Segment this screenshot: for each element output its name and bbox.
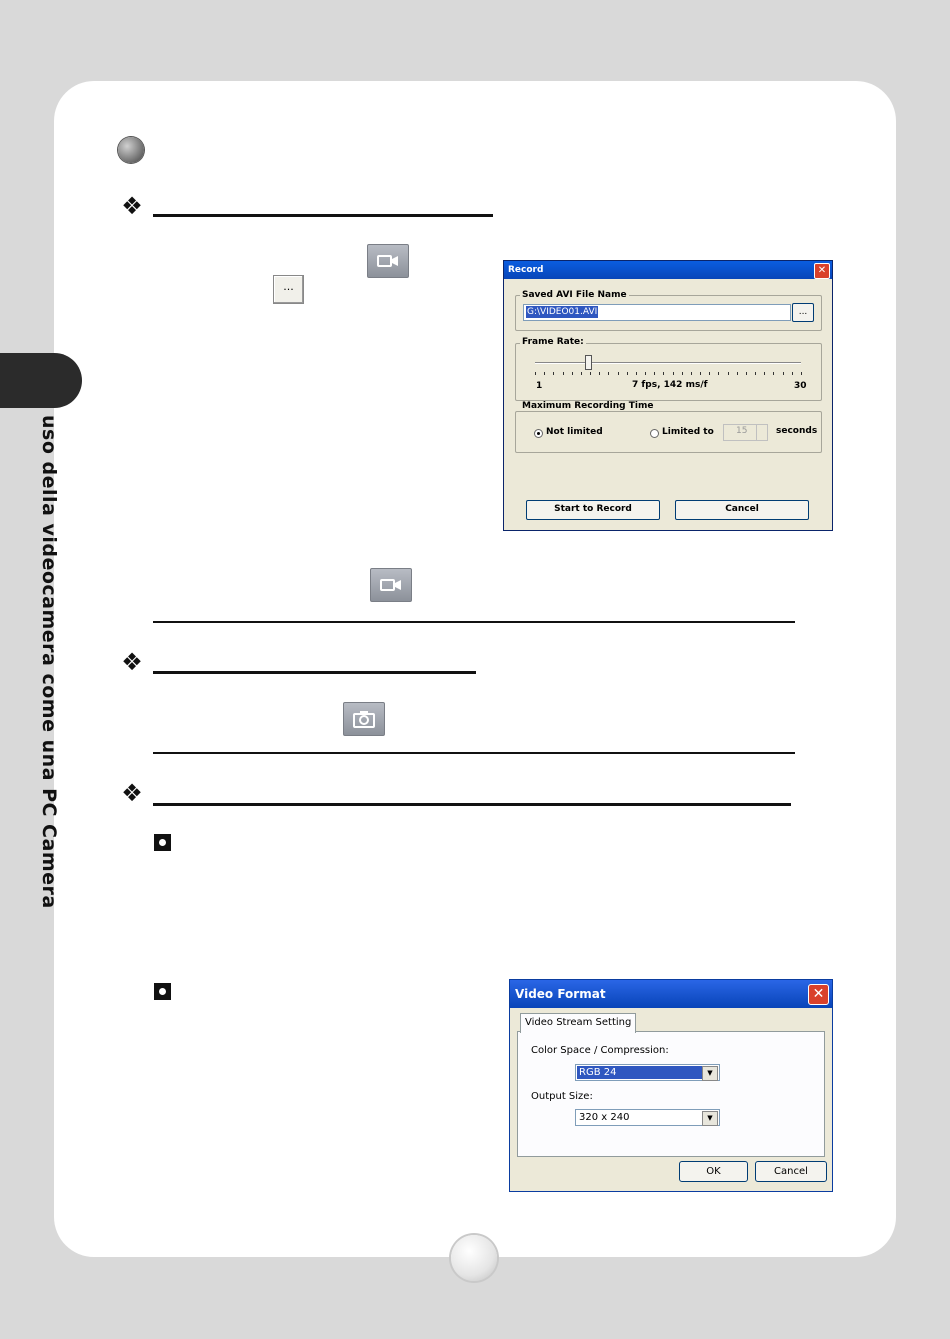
diamond-bullet-icon: ❖ — [121, 648, 143, 676]
square-bullet-icon — [154, 834, 171, 851]
record-dialog-title: Record — [504, 261, 832, 279]
cancel-button[interactable]: Cancel — [675, 500, 809, 520]
not-limited-label: Not limited — [546, 427, 603, 437]
color-space-label: Color Space / Compression: — [531, 1045, 669, 1056]
heading-rule — [153, 671, 476, 674]
frame-rate-tick — [663, 372, 664, 375]
spinner-arrows-icon[interactable] — [756, 425, 767, 440]
chapter-tab — [0, 353, 82, 408]
frame-rate-tick — [654, 372, 655, 375]
frame-rate-tick — [544, 372, 545, 375]
output-size-value: 320 x 240 — [579, 1112, 630, 1123]
frame-rate-tick — [755, 372, 756, 375]
frame-rate-tick — [764, 372, 765, 375]
tab-video-stream-setting[interactable]: Video Stream Setting — [520, 1013, 636, 1033]
frame-rate-tick — [590, 372, 591, 375]
frame-rate-group-label: Frame Rate: — [522, 337, 584, 347]
heading-rule — [153, 803, 791, 806]
chapter-vertical-title: uso della videocamera come una PC Camera — [38, 415, 60, 909]
page-number-badge — [451, 1235, 497, 1281]
heading-rule — [153, 214, 493, 217]
ok-button[interactable]: OK — [679, 1161, 748, 1182]
frame-rate-tick — [535, 372, 536, 375]
close-icon[interactable]: ✕ — [814, 263, 830, 279]
frame-rate-tick — [618, 372, 619, 375]
output-size-label: Output Size: — [531, 1091, 593, 1102]
chevron-down-icon[interactable]: ▼ — [702, 1066, 718, 1081]
color-space-value: RGB 24 — [577, 1066, 703, 1079]
browse-button[interactable]: ... — [792, 303, 814, 322]
file-path-field[interactable] — [523, 304, 791, 321]
frame-rate-tick — [599, 372, 600, 375]
output-size-select[interactable] — [575, 1109, 720, 1126]
frame-rate-tick — [581, 372, 582, 375]
frame-rate-tick — [563, 372, 564, 375]
section-circle-icon — [118, 137, 144, 163]
diamond-bullet-icon: ❖ — [121, 779, 143, 807]
limit-value: 15 — [736, 426, 748, 436]
frame-rate-tick — [783, 372, 784, 375]
square-bullet-icon — [154, 983, 171, 1000]
video-record-icon[interactable] — [367, 244, 409, 278]
frame-rate-tick — [728, 372, 729, 375]
frame-rate-value: 7 fps, 142 ms/f — [632, 380, 708, 390]
start-record-button[interactable]: Start to Record — [526, 500, 660, 520]
frame-rate-tick — [627, 372, 628, 375]
saved-file-group-label: Saved AVI File Name — [522, 290, 627, 300]
frame-rate-tick — [636, 372, 637, 375]
limited-to-radio[interactable] — [650, 429, 659, 438]
not-limited-radio[interactable] — [534, 429, 543, 438]
frame-rate-tick — [608, 372, 609, 375]
close-icon[interactable]: ✕ — [808, 984, 829, 1005]
record-dialog — [503, 260, 833, 531]
frame-rate-tick — [691, 372, 692, 375]
cancel-button[interactable]: Cancel — [755, 1161, 827, 1182]
file-path-value: G:\VIDEO01.AVI — [527, 307, 598, 317]
video-format-title: Video Format — [510, 980, 832, 1008]
frame-rate-slider-thumb[interactable] — [585, 355, 592, 370]
video-format-dialog — [509, 979, 833, 1192]
limited-to-label: Limited to — [662, 427, 714, 437]
frame-rate-tick — [801, 372, 802, 375]
section-divider — [153, 621, 795, 623]
frame-rate-slider[interactable] — [535, 362, 801, 364]
section-divider — [153, 752, 795, 754]
frame-rate-min: 1 — [536, 381, 543, 391]
browse-button[interactable]: ... — [273, 275, 304, 304]
frame-rate-tick — [709, 372, 710, 375]
frame-rate-tick — [773, 372, 774, 375]
frame-rate-tick — [737, 372, 738, 375]
frame-rate-tick — [682, 372, 683, 375]
seconds-label: seconds — [776, 426, 818, 436]
color-space-select[interactable] — [575, 1064, 720, 1081]
frame-rate-tick — [572, 372, 573, 375]
chevron-down-icon[interactable]: ▼ — [702, 1111, 718, 1126]
frame-rate-tick — [553, 372, 554, 375]
frame-rate-tick — [700, 372, 701, 375]
diamond-bullet-icon: ❖ — [121, 192, 143, 220]
max-time-group-label: Maximum Recording Time — [522, 401, 654, 411]
frame-rate-tick — [792, 372, 793, 375]
frame-rate-max: 30 — [794, 381, 807, 391]
frame-rate-group — [515, 343, 822, 401]
frame-rate-tick — [746, 372, 747, 375]
camera-snapshot-icon[interactable] — [343, 702, 385, 736]
video-record-icon[interactable] — [370, 568, 412, 602]
limit-spinner[interactable] — [723, 424, 768, 441]
frame-rate-tick — [718, 372, 719, 375]
frame-rate-tick — [673, 372, 674, 375]
frame-rate-tick — [645, 372, 646, 375]
